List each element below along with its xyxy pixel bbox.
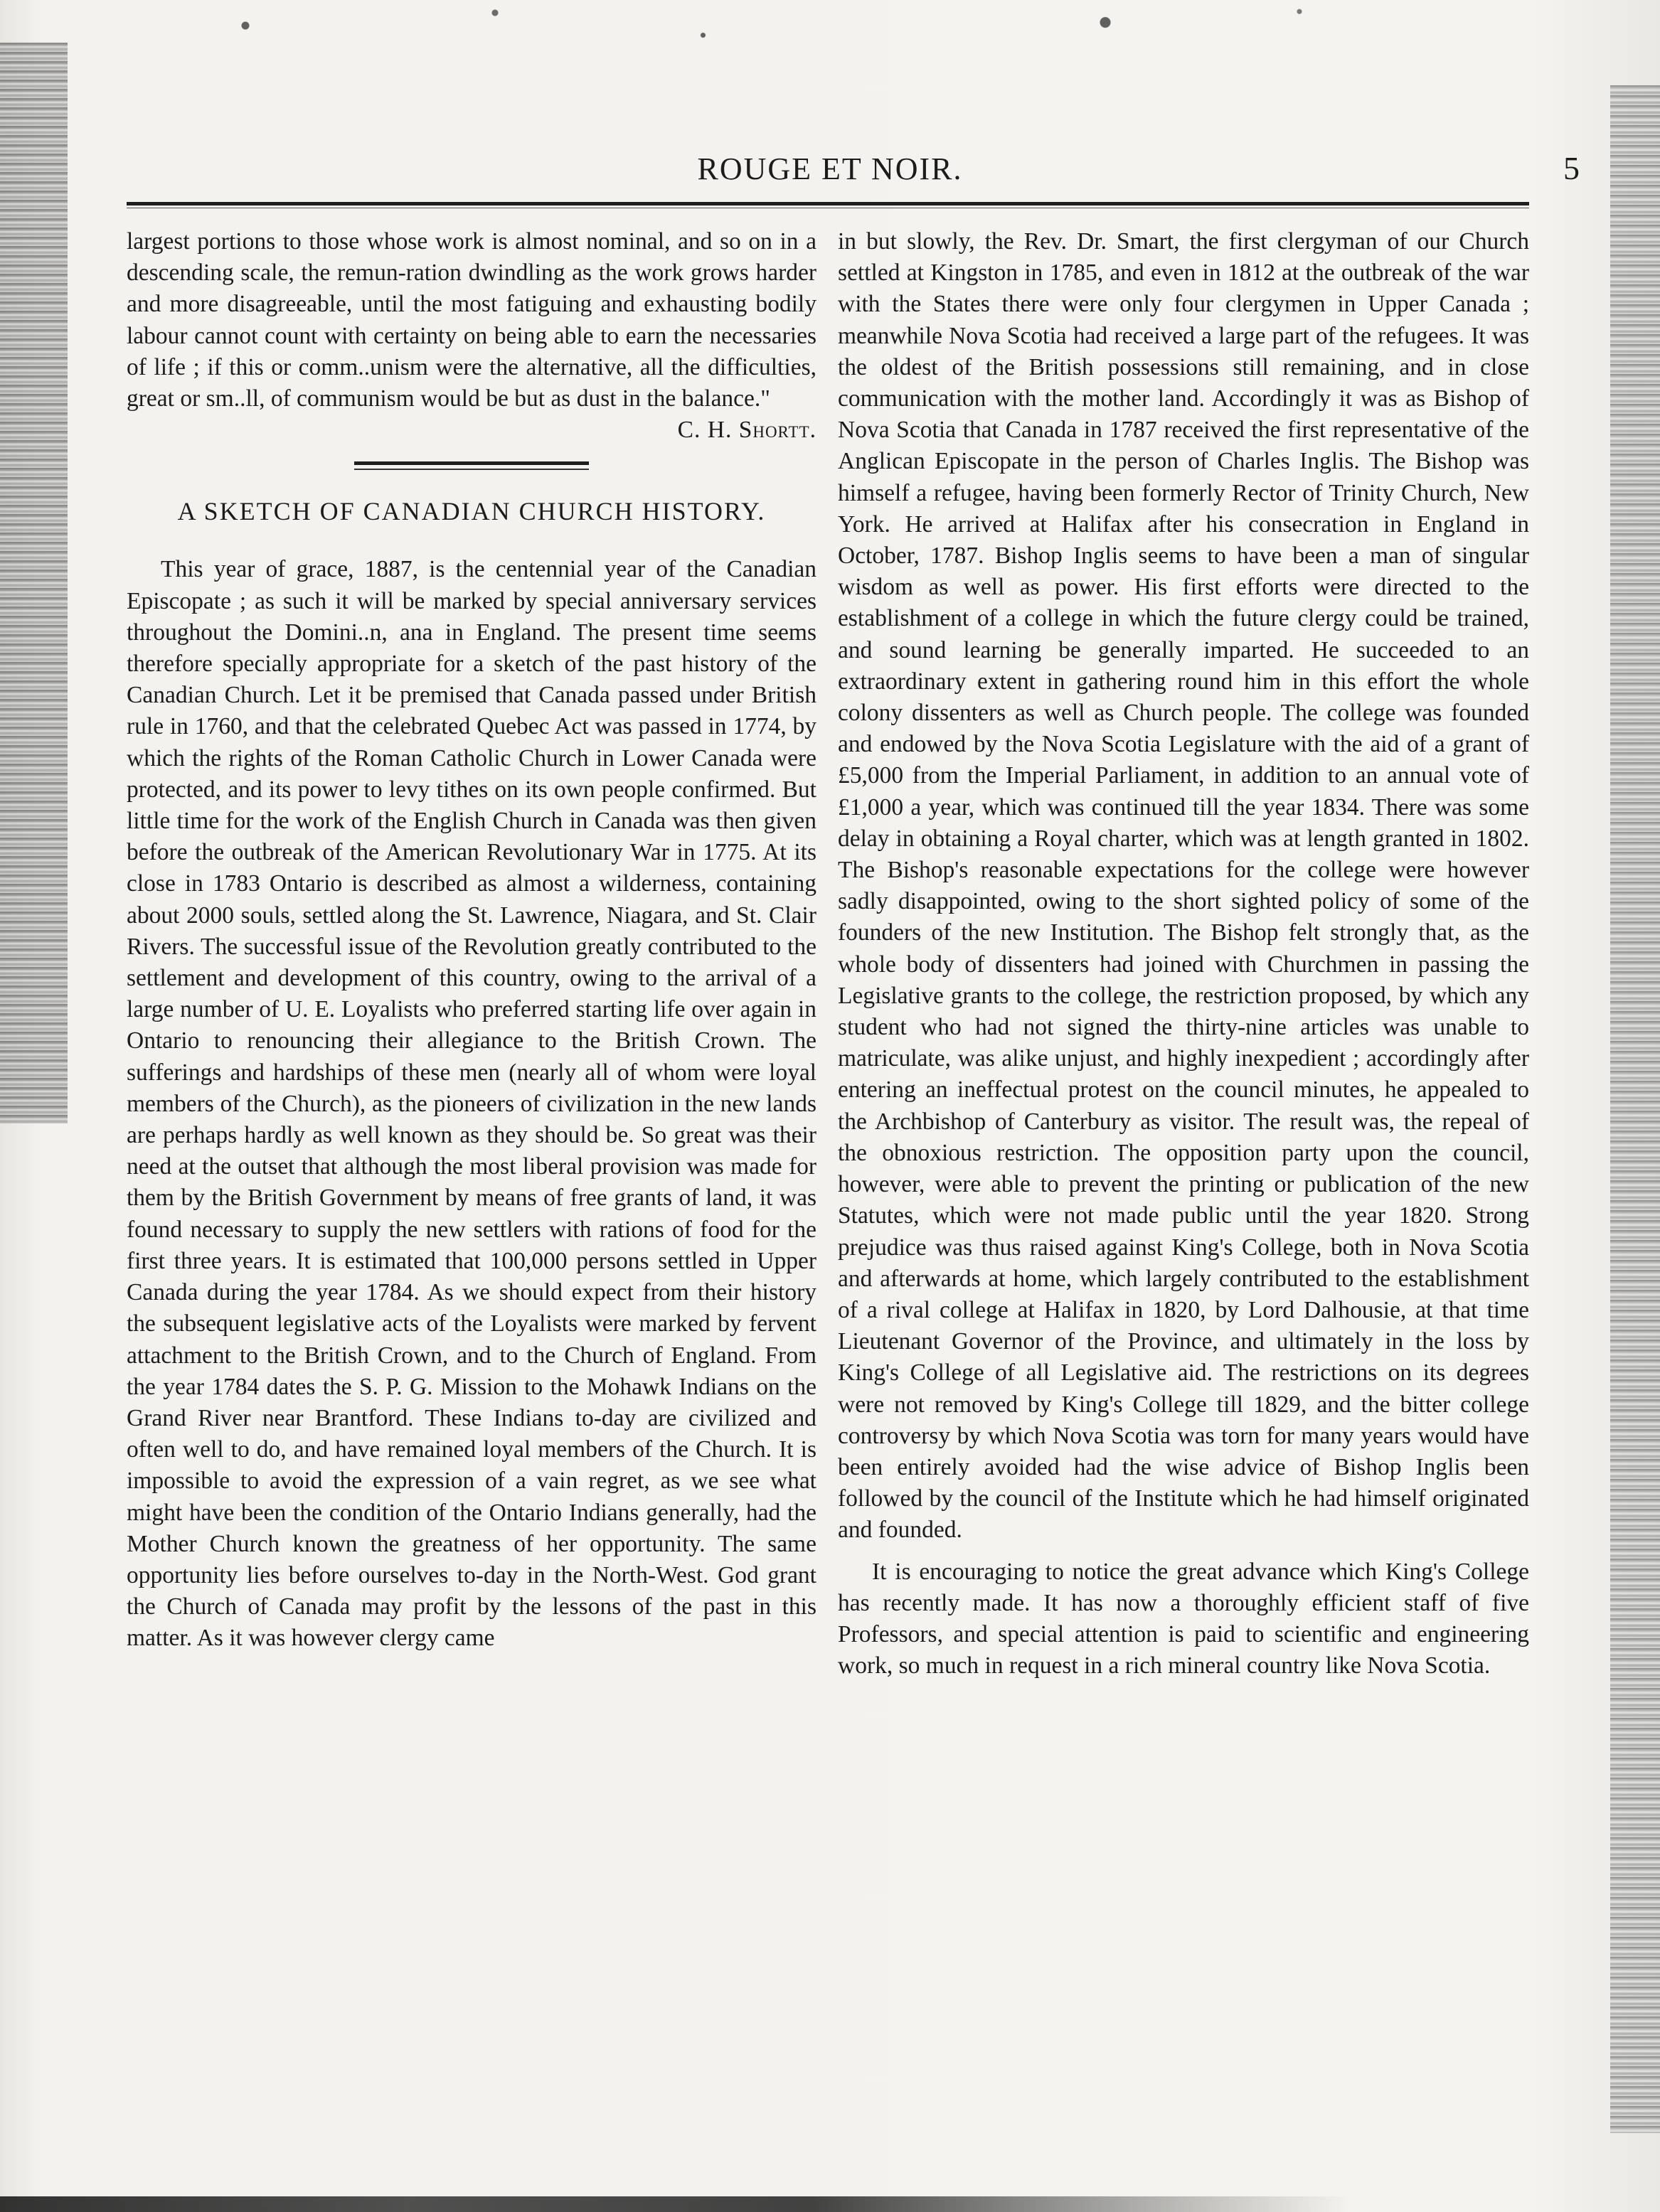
page-number: 5 (1563, 150, 1580, 186)
article-paragraph-final: It is encouraging to notice the great advance which King's College has recently made. It has now a thoroughly efficient staff of five Professors, and special attention is paid to scientific and engineering work, so much in request in a rich mineral country like Nova Scotia. (838, 1558, 1529, 1679)
header-rule (127, 202, 1529, 205)
left-column (127, 226, 816, 1655)
article-paragraph-continued: in but slowly, the Rev. Dr. Smart, the first clergyman of our Church settled at Kingston in 1785, and even in 1812 at the outbreak of the war with the States there were only four clergymen in Upper Canada ; meanwhile Nova Scotia had received a large part of the refugees. It was the oldest of the British possessions still remaining, and in close communication with the mother land. Accordingly it was as Bishop of Nova Scotia that Canada in 1787 received the first representative of the Anglican Episcopate in the person of Charles Inglis. The Bishop was himself a refugee, having been formerly Rector of Trinity Church, New York. He arrived at Halifax after his consecration in England in October, 1787. Bishop Inglis seems to have been a man of singular wisdom as well as power. His first efforts were directed to the establishment of a college in which the future clergy could be trained, and sound learning be generally imparted. He succeeded to an extraordinary extent in gathering round him in this effort the whole colony dissenters as well as Church people. The college was founded and endowed by the Nova Scotia Legislature with the aid of a grant of £5,000 from the Imperial Parliament, in addition to an annual vote of £1,000 a year, which was continued till the year 1834. There was some delay in obtaining a Royal charter, which was at length granted in 1802. The Bishop's reasonable expectations for the college were however sadly disappointed, owing to the short sighted policy of some of the founders of the new Institution. The Bishop felt strongly that, as the whole body of dissenters had joined with Churchmen in passing the Legislative grants to the college, the restriction proposed, by which any student who had not signed the thirty-nine articles was unable to matriculate, was alike unjust, and highly inexpedient ; accordingly after entering an ineffectual protest on the council minutes, he appealed to the Archbishop of Canterbury as visitor. The result was, the repeal of the obnoxious restriction. The opposition party upon the council, however, were able to prevent the printing or publication of the new Statutes, which were not made public until the year 1820. Strong prejudice was thus raised against King's College, both in Nova Scotia and afterwards at home, which largely contributed to the establishment of a rival college at Halifax in 1820, by Lord Dalhousie, at that time Lieutenant Governor of the Province, and ultimately in the loss by King's College of all Legislative aid. The restrictions on its degrees were not removed by King's College till 1829, and the bitter college controversy by which Nova Scotia was torn for many years would have been entirely avoided had the wise advice of Bishop Inglis been followed by the council of the Institute which he had himself originated and founded. (838, 228, 1529, 1544)
scan-edge-right (1610, 85, 1660, 2133)
scan-noise-top (107, 0, 1494, 64)
section-rule-thin (354, 469, 589, 470)
author-signature: C. H. Shortt. (677, 417, 816, 444)
continued-paragraph: largest portions to those whose work is almost nominal, and so on in a descending scale, the remun‑ration dwindling as the work grows harder and more disagreeable, until the most fatiguing and exhausting bodily labour cannot count with certainty on being able to earn the necessaries of life ; if this or comm..unism were the alternative, all the difficulties, great or sm..ll, of communism would be but as dust in the balance." (127, 228, 816, 412)
paragraph-gap (838, 1546, 1529, 1556)
scan-edge-bottom (0, 2196, 1351, 2212)
article-title: A SKETCH OF CANADIAN CHURCH HISTORY. (177, 497, 766, 526)
article-paragraph: This year of grace, 1887, is the centennial year of the Canadian Episcopate ; as such it will be marked by special anniversary services throughout the Domini..n, ana in England. The present time seems therefore specially appropriate for a sketch of the past history of the Canadian Church. Let it be premised that Canada passed under British rule in 1760, and that the celebrated Quebec Act was passed in 1774, by which the rights of the Roman Catholic Church in Lower Canada were protected, and its power to levy tithes on its own people confirmed. But little time for the work of the English Church in Canada was then given before the outbreak of the American Revolutionary War in 1775. At its close in 1783 Ontario is described as almost a wilderness, containing about 2000 souls, settled along the St. Lawrence, Niagara, and St. Clair Rivers. The successful issue of the Revolution greatly contributed to the settlement and development of this country, owing to the arrival of a large number of U. E. Loyalists who preferred starting life over again in Ontario to renouncing their allegiance to the British Crown. The sufferings and hardships of these men (nearly all of whom were loyal members of the Church), as the pioneers of civilization in the new lands are perhaps hardly as well known as they should be. So great was their need at the outset that although the most liberal provision was made for them by the British Government by means of free grants of land, it was found necessary to supply the new settlers with rations of food for the first three years. It is estimated that 100,000 persons settled in Upper Canada during the year 1784. As we should expect from their history the subsequent legislative acts of the Loyalists were marked by fervent attachment to the British Crown, and to the Church of England. From the year 1784 dates the S. P. G. Mission to the Mohawk Indians on the Grand River near Brantford. These Indians to-day are civilized and often well to do, and have remained loyal members of the Church. It is impossible to avoid the expression of a vain regret, as we see what might have been the condition of the Ontario Indians generally, had the Mother Church known the greatness of her opportunity. The same opportunity lies before ourselves to-day in the North-West. God grant the Church of Canada may profit by the lessons of the past in this matter. As it was however clergy came (127, 556, 816, 1652)
scan-edge-left (0, 43, 68, 1123)
section-rule (354, 461, 589, 465)
running-title: ROUGE ET NOIR. (697, 151, 963, 186)
right-column (838, 226, 1529, 1682)
